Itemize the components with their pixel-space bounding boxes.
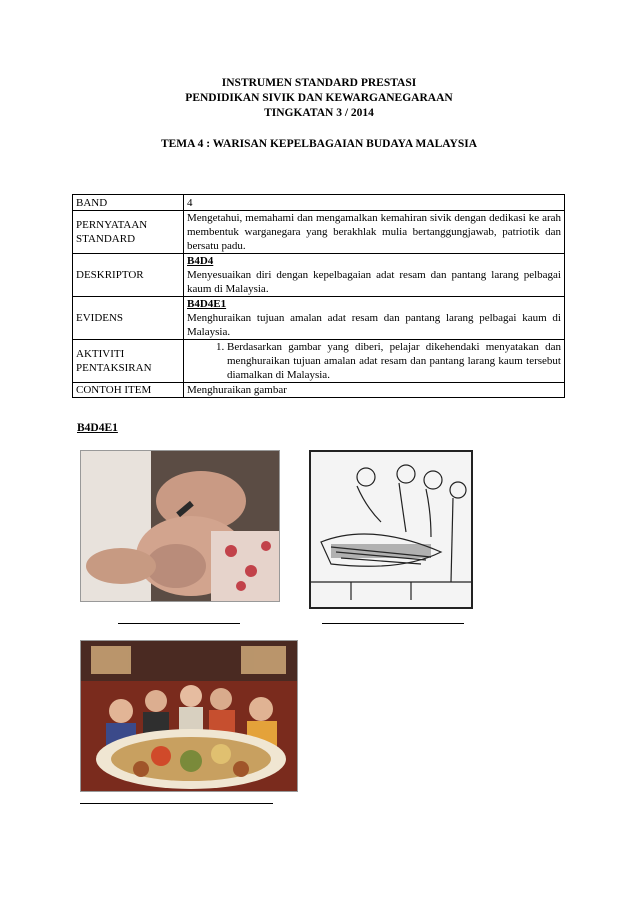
theme-title: TEMA 4 : WARISAN KEPELBAGAIAN BUDAYA MALAYSIA: [160, 138, 478, 150]
band-label: BAND: [73, 195, 184, 211]
table-row-statement: [73, 211, 565, 254]
descriptor-label: DESKRIPTOR: [73, 254, 184, 297]
band-value: 4: [184, 195, 565, 211]
descriptor-code: B4D4: [187, 255, 214, 267]
table-row-band: [73, 195, 565, 211]
sketch-illustration: [309, 450, 473, 609]
statement-label: PERNYATAAN STANDARD: [73, 211, 184, 254]
example-label: CONTOH ITEM: [73, 383, 184, 398]
document-header: [0, 76, 638, 121]
evidence-cell: [184, 297, 565, 340]
table-row-example: [73, 383, 565, 398]
table-row-descriptor: [73, 254, 565, 297]
descriptor-text: Menyesuaikan diri dengan kepelbagaian adat resam dan pantang larang pelbagai kaum di Malaysia.: [187, 269, 561, 295]
statement-text: Mengetahui, memahami dan mengamalkan kemahiran sivik dengan dedikasi ke arah membentuk warganegara yang berakhlak mulia bertanggungjawab, patriotik dan bersatu padu.: [184, 211, 565, 254]
header-title: INSTRUMEN STANDARD PRESTASI: [221, 77, 417, 89]
standard-table: [72, 194, 565, 398]
table-row-evidence: [73, 297, 565, 340]
table-row-activity: [73, 340, 565, 383]
evidence-code: B4D4E1: [187, 298, 227, 310]
answer-line-3[interactable]: [80, 803, 273, 804]
evidence-label: EVIDENS: [73, 297, 184, 340]
activity-list: [187, 340, 561, 382]
header-form: TINGKATAN 3 / 2014: [264, 107, 374, 119]
evidence-text: Menghuraikan tujuan amalan adat resam dan pantang larang pelbagai kaum di Malaysia.: [187, 312, 561, 338]
dinner-photo: [80, 640, 298, 792]
descriptor-cell: [184, 254, 565, 297]
ritual-photo: [80, 450, 280, 602]
answer-line-1[interactable]: [118, 623, 240, 624]
activity-item: 1. Berdasarkan gambar yang diberi, pelajar dikehendaki menyatakan dan menghuraikan tujuan amalan adat resam dan pantang larang kaum tersebut diamalkan di Malaysia.: [227, 340, 561, 382]
activity-cell: [184, 340, 565, 383]
answer-line-2[interactable]: [322, 623, 464, 624]
section-code: B4D4E1: [77, 422, 118, 434]
example-text: Menghuraikan gambar: [184, 383, 565, 398]
header-subject: PENDIDIKAN SIVIK DAN KEWARGANEGARAAN: [185, 92, 453, 104]
activity-label: AKTIVITI PENTAKSIRAN: [73, 340, 184, 383]
